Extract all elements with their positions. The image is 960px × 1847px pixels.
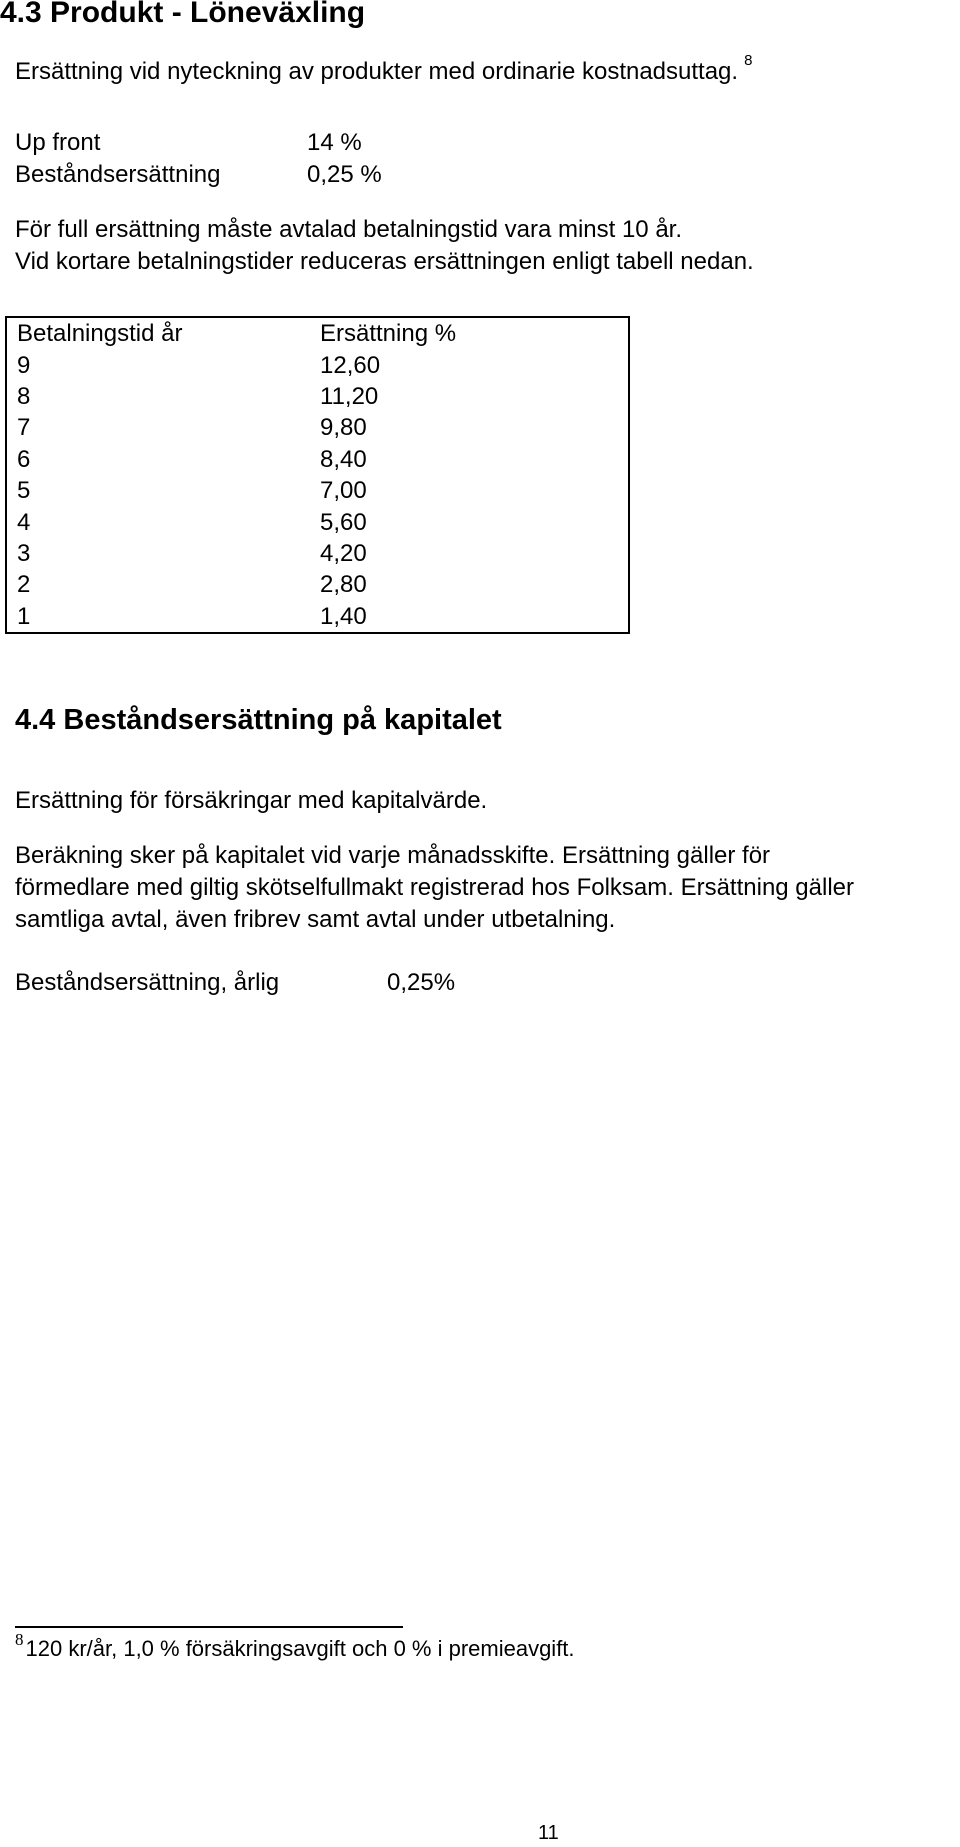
section-heading-4-3: 4.3 Produkt - Löneväxling bbox=[0, 0, 366, 29]
table-header-row bbox=[6, 317, 629, 349]
table-row bbox=[6, 475, 629, 506]
footnote-text: 120 kr/år, 1,0 % försäkringsavgift och 0 % i premieavgift. bbox=[25, 1636, 575, 1661]
rate-label-up-front: Up front bbox=[15, 129, 101, 156]
rate-label-bestandsersattning: Beståndsersättning bbox=[15, 161, 221, 188]
table-cell: 8 bbox=[17, 382, 31, 410]
table-cell: 11,20 bbox=[320, 382, 379, 410]
section-4-4-intro: Ersättning för försäkringar med kapitalvärde. bbox=[15, 787, 488, 814]
table-cell: 12,60 bbox=[320, 351, 381, 379]
table-cell: 6 bbox=[17, 445, 31, 473]
rate-value-up-front: 14 % bbox=[307, 129, 362, 156]
condition-text-line1: För full ersättning måste avtalad betalningstid vara minst 10 år. bbox=[15, 216, 683, 243]
table-row bbox=[6, 538, 629, 569]
table-cell: 1 bbox=[17, 602, 31, 630]
table-cell: 5,60 bbox=[320, 508, 367, 536]
table-cell: 7,00 bbox=[320, 477, 367, 505]
table-cell: 1,40 bbox=[320, 602, 367, 630]
rate-value-bestandsersattning: 0,25 % bbox=[307, 161, 382, 188]
reduction-table bbox=[5, 316, 630, 634]
annual-rate-value: 0,25% bbox=[387, 969, 456, 996]
table-cell: 2,80 bbox=[320, 571, 367, 599]
table-header-cell: Betalningstid år bbox=[17, 320, 183, 348]
intro-text: Ersättning vid nyteckning av produkter med ordinarie kostnadsuttag. bbox=[15, 58, 739, 85]
table-cell: 3 bbox=[17, 539, 31, 567]
table-cell: 4 bbox=[17, 508, 31, 536]
table-header-cell: Ersättning % bbox=[320, 320, 457, 348]
table-cell: 4,20 bbox=[320, 539, 367, 567]
section-4-3-intro bbox=[15, 52, 753, 91]
section-4-4-body-line1: Beräkning sker på kapitalet vid varje månadsskifte. Ersättning gäller för bbox=[15, 842, 771, 869]
table-row bbox=[6, 506, 629, 537]
table-row bbox=[6, 349, 629, 380]
section-4-4-body-line3: samtliga avtal, även fribrev samt avtal under utbetalning. bbox=[15, 906, 616, 933]
section-heading-4-4: 4.4 Beståndsersättning på kapitalet bbox=[15, 704, 502, 736]
table-row bbox=[6, 412, 629, 443]
section-4-4-body-line2: förmedlare med giltig skötselfullmakt registrerad hos Folksam. Ersättning gäller bbox=[15, 874, 855, 901]
page-number: 11 bbox=[538, 1822, 559, 1844]
footnote bbox=[15, 1630, 575, 1662]
table-cell: 2 bbox=[17, 571, 31, 599]
table-cell: 5 bbox=[17, 477, 31, 505]
table-cell: 8,40 bbox=[320, 445, 367, 473]
table-cell: 7 bbox=[17, 414, 31, 442]
footnote-separator bbox=[15, 1626, 403, 1628]
table-row bbox=[6, 601, 629, 633]
table-row bbox=[6, 569, 629, 600]
table-row bbox=[6, 381, 629, 412]
annual-rate-label: Beståndsersättning, årlig bbox=[15, 969, 280, 996]
footnote-reference: 8 bbox=[744, 52, 753, 69]
condition-text-line2: Vid kortare betalningstider reduceras ersättningen enligt tabell nedan. bbox=[15, 248, 754, 275]
table-cell: 9 bbox=[17, 351, 31, 379]
table-row bbox=[6, 444, 629, 475]
table-cell: 9,80 bbox=[320, 414, 367, 442]
footnote-mark: 8 bbox=[15, 1630, 24, 1649]
